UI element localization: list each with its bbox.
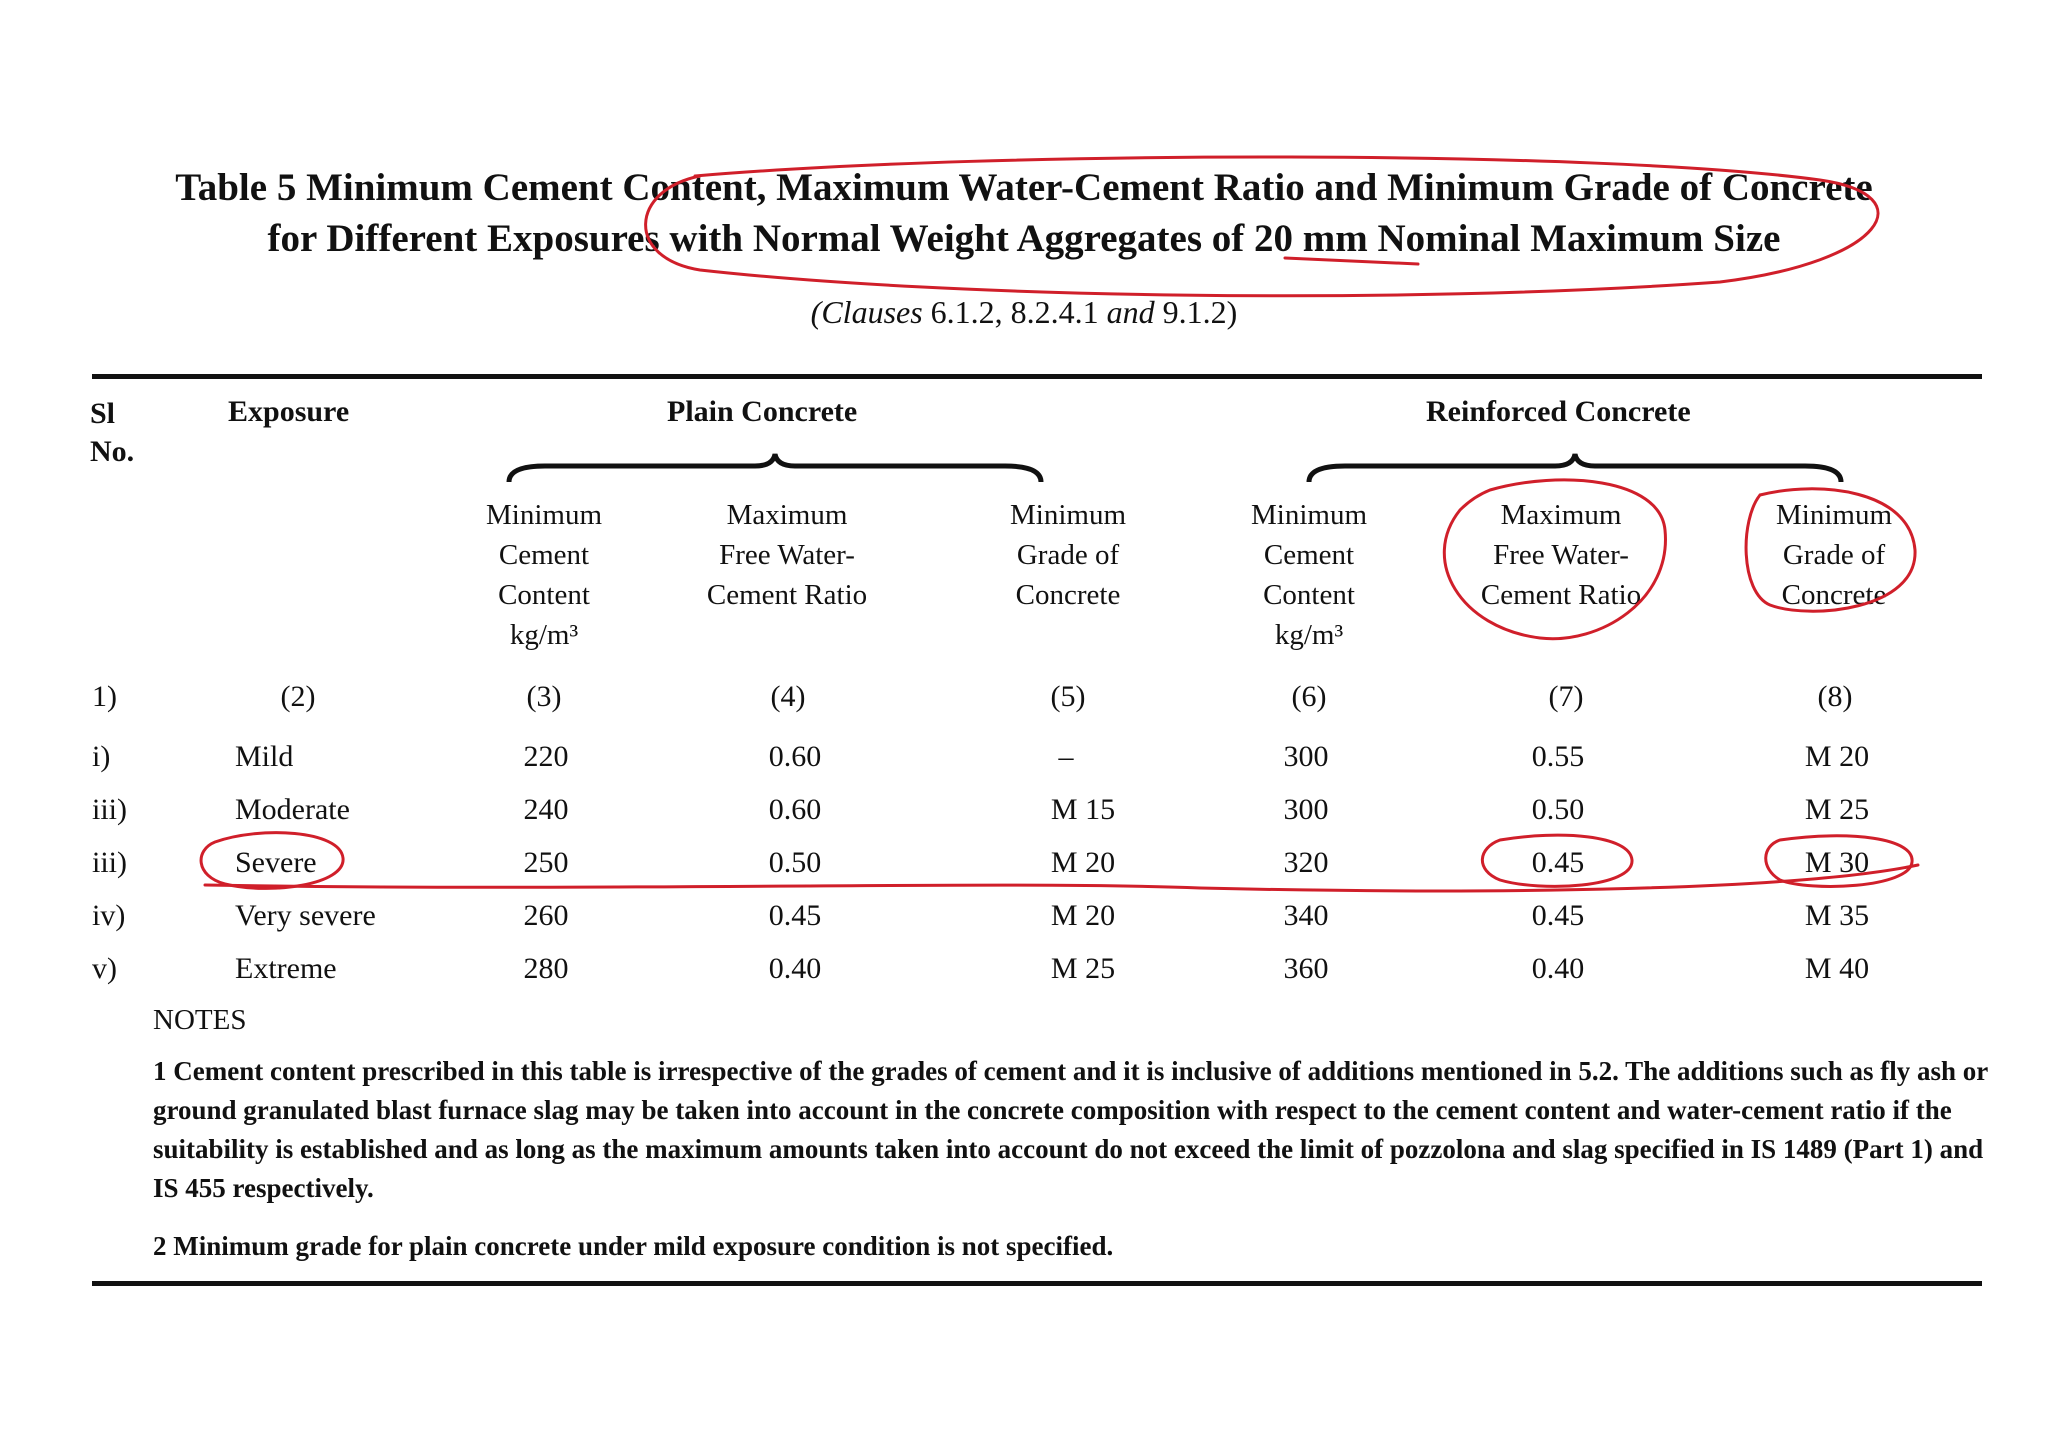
header-reinforced-concrete: Reinforced Concrete <box>1426 395 1691 428</box>
row-2-plain-cement: 240 <box>523 793 569 826</box>
column-number-8: (8) <box>1817 680 1853 713</box>
row-3-rc-wc: 0.45 <box>1531 846 1585 879</box>
row-1-plain-grade: – <box>1058 740 1074 773</box>
column-number-7: (7) <box>1548 680 1584 713</box>
row-1-plain-cement: 220 <box>523 740 569 773</box>
row-3-plain-cement: 250 <box>523 846 569 879</box>
row-4-rc-wc: 0.45 <box>1531 899 1585 932</box>
annotation-severe-row-underline <box>205 865 1918 891</box>
row-2-sl-no: iii) <box>92 793 127 826</box>
row-5-rc-grade: M 40 <box>1804 952 1870 985</box>
row-1-sl-no: i) <box>92 740 111 773</box>
row-5-rc-cement: 360 <box>1283 952 1329 985</box>
annotation-m30-ellipse <box>1766 836 1912 887</box>
subheader-rc-min-cement: Minimum Cement Content kg/m³ <box>1250 499 1367 651</box>
table-title-line-1: Table 5 Minimum Cement Content, Maximum Water-Cement Ratio and Minimum Grade of Concrete <box>175 166 1873 209</box>
annotation-20mm-underline <box>1285 258 1418 264</box>
clauses-numbers-1: 6.1.2, 8.2.4.1 <box>930 294 1099 330</box>
annotation-title-ellipse <box>646 157 1878 296</box>
row-5-sl-no: v) <box>92 952 117 985</box>
row-2-plain-grade: M 15 <box>1050 793 1116 826</box>
row-2-exposure: Moderate <box>235 793 350 826</box>
row-2-plain-wc: 0.60 <box>768 793 822 826</box>
row-1-exposure: Mild <box>235 740 294 773</box>
annotation-rc-grade-header-ellipse <box>1746 489 1915 611</box>
row-4-plain-wc: 0.45 <box>768 899 822 932</box>
column-number-6: (6) <box>1291 680 1327 713</box>
header-exposure: Exposure <box>228 395 350 428</box>
row-5-rc-wc: 0.40 <box>1531 952 1585 985</box>
annotation-rc-wc-header-ellipse <box>1444 480 1665 639</box>
annotation-045-ellipse <box>1482 835 1632 886</box>
row-3-rc-cement: 320 <box>1283 846 1329 879</box>
row-3-plain-wc: 0.50 <box>768 846 822 879</box>
row-3-exposure: Severe <box>235 846 317 879</box>
row-4-rc-cement: 340 <box>1283 899 1329 932</box>
column-number-2: (2) <box>280 680 316 713</box>
header-sl-no: Sl No. <box>90 397 135 468</box>
header-plain-concrete: Plain Concrete <box>667 395 858 428</box>
column-number-4: (4) <box>770 680 806 713</box>
subheader-plain-min-cement: Minimum Cement Content kg/m³ <box>485 499 602 651</box>
row-4-plain-cement: 260 <box>523 899 569 932</box>
row-3-sl-no: iii) <box>92 846 127 879</box>
row-5-plain-wc: 0.40 <box>768 952 822 985</box>
column-number-1: 1) <box>92 680 117 713</box>
row-1-plain-wc: 0.60 <box>768 740 822 773</box>
subheader-plain-min-grade: Minimum Grade of Concrete <box>1009 499 1126 611</box>
row-1-rc-grade: M 20 <box>1804 740 1870 773</box>
subheader-plain-max-wc-ratio: Maximum Free Water- Cement Ratio <box>706 499 868 611</box>
row-2-rc-cement: 300 <box>1283 793 1329 826</box>
row-2-rc-grade: M 25 <box>1804 793 1870 826</box>
row-4-sl-no: iv) <box>92 899 126 932</box>
subheader-rc-min-grade: Minimum Grade of Concrete <box>1775 499 1892 611</box>
notes-heading: NOTES <box>153 1004 247 1036</box>
annotation-severe-ellipse <box>201 833 343 889</box>
row-4-plain-grade: M 20 <box>1050 899 1116 932</box>
note-1: 1 Cement content prescribed in this table is irrespective of the grades of cement and it is inclusive of additions mentioned in 5.2. The additions such as fly ash or ground granulated blast furnace slag may be taken into account in the concrete composition with respect to the cement content and water-cement ratio if the suitability is established and as long as the maximum amounts taken into account do not exceed the limit of pozzolona and slag specified in IS 1489 (Part 1) and IS 455 respectively. <box>153 1056 1988 1203</box>
clauses-prefix: (Clauses <box>810 294 923 330</box>
row-4-rc-grade: M 35 <box>1804 899 1870 932</box>
clauses-numbers-2: 9.1.2) <box>1162 294 1238 330</box>
row-3-rc-grade: M 30 <box>1804 846 1870 879</box>
row-4-exposure: Very severe <box>235 899 376 932</box>
row-1-rc-wc: 0.55 <box>1531 740 1585 773</box>
clauses-and: and <box>1106 294 1155 330</box>
row-2-rc-wc: 0.50 <box>1531 793 1585 826</box>
table-title-line-2: for Different Exposures with Normal Weight Aggregates of 20 mm Nominal Maximum Size <box>267 217 1781 260</box>
row-5-exposure: Extreme <box>235 952 337 985</box>
row-5-plain-grade: M 25 <box>1050 952 1116 985</box>
row-5-plain-cement: 280 <box>523 952 569 985</box>
row-1-rc-cement: 300 <box>1283 740 1329 773</box>
subheader-rc-max-wc-ratio: Maximum Free Water- Cement Ratio <box>1480 499 1642 611</box>
column-number-5: (5) <box>1050 680 1086 713</box>
row-3-plain-grade: M 20 <box>1050 846 1116 879</box>
column-number-3: (3) <box>526 680 562 713</box>
note-2: 2 Minimum grade for plain concrete under mild exposure condition is not specified. <box>153 1231 1114 1261</box>
